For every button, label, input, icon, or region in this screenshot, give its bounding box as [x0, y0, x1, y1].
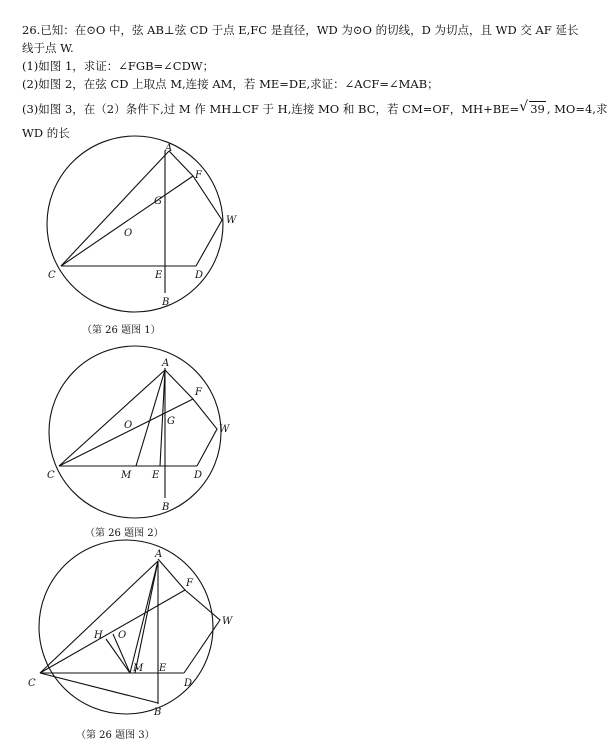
part-2-text: (2)如图 2，在弦 CD 上取点 M,连接 AM，若 ME=DE,求证：∠ACF=∠MAB； — [22, 77, 439, 91]
fig3-label-c: C — [28, 678, 36, 689]
fig2-label-d: D — [194, 470, 203, 481]
fig2-label-g: G — [167, 416, 175, 427]
fig3-label-d: D — [184, 678, 193, 689]
fig1-label-b: B — [162, 297, 170, 308]
fig3-line-ca — [40, 561, 158, 673]
sqrt-value: 39 — [530, 102, 545, 116]
fig1-label-c: C — [48, 270, 56, 281]
part-3-after-sqrt: , MO=4,求 — [546, 102, 608, 116]
fig3-label-e: E — [159, 663, 167, 674]
fig1-label-d: D — [195, 270, 204, 281]
fig1-label-a: A — [165, 143, 173, 154]
fig2-label-b: B — [162, 502, 170, 513]
fig2-label-o: O — [124, 420, 133, 431]
fig3-label-o: O — [118, 630, 127, 641]
part-3-before-sqrt: (3)如图 3，在（2）条件下,过 M 作 MH⊥CF 于 H,连接 MO 和 BC，若 CM=OF，MH+BE= — [22, 102, 520, 116]
fig2-label-w: W — [219, 424, 230, 435]
fig2-caption: （第 26 题图 2） — [85, 528, 164, 539]
fig3-line-cb — [40, 673, 158, 703]
fig1-label-o: O — [124, 228, 133, 239]
fig3-label-b: B — [154, 707, 162, 718]
fig3-caption: （第 26 题图 3） — [76, 730, 155, 741]
fig3-line-am — [130, 561, 158, 673]
fig3-tangent-polyline — [158, 559, 220, 673]
fig1-label-g: G — [154, 196, 162, 207]
fig1-label-e: E — [155, 270, 163, 281]
problem-line-2: 线于点 W. — [22, 41, 74, 55]
fig3-label-f: F — [186, 578, 193, 589]
fig2-label-f: F — [195, 387, 202, 398]
part-3-line-2: WD 的长 — [22, 126, 70, 140]
problem-line-1: 26.已知：在⊙O 中，弦 AB⊥弦 CD 于点 E,FC 是直径，WD 为⊙O 的切线，D 为切点，且 WD 交 AF 延长 — [22, 23, 579, 37]
fig3-diameter-cf — [40, 590, 185, 673]
fig3-label-a: A — [155, 549, 163, 560]
fig1-caption: （第 26 题图 1） — [82, 325, 161, 336]
fig2-label-m: M — [121, 470, 132, 481]
fig2-label-e: E — [152, 470, 160, 481]
fig3-label-w: W — [222, 616, 233, 627]
fig1-label-f: F — [195, 170, 202, 181]
fig2-label-c: C — [47, 470, 55, 481]
fig3-label-h: H — [94, 630, 103, 641]
fig2-label-a: A — [162, 358, 170, 369]
part-1-text: (1)如图 1，求证：∠FGB=∠CDW； — [22, 59, 215, 73]
fig3-label-m: M — [133, 663, 144, 674]
fig1-label-w: W — [226, 215, 237, 226]
